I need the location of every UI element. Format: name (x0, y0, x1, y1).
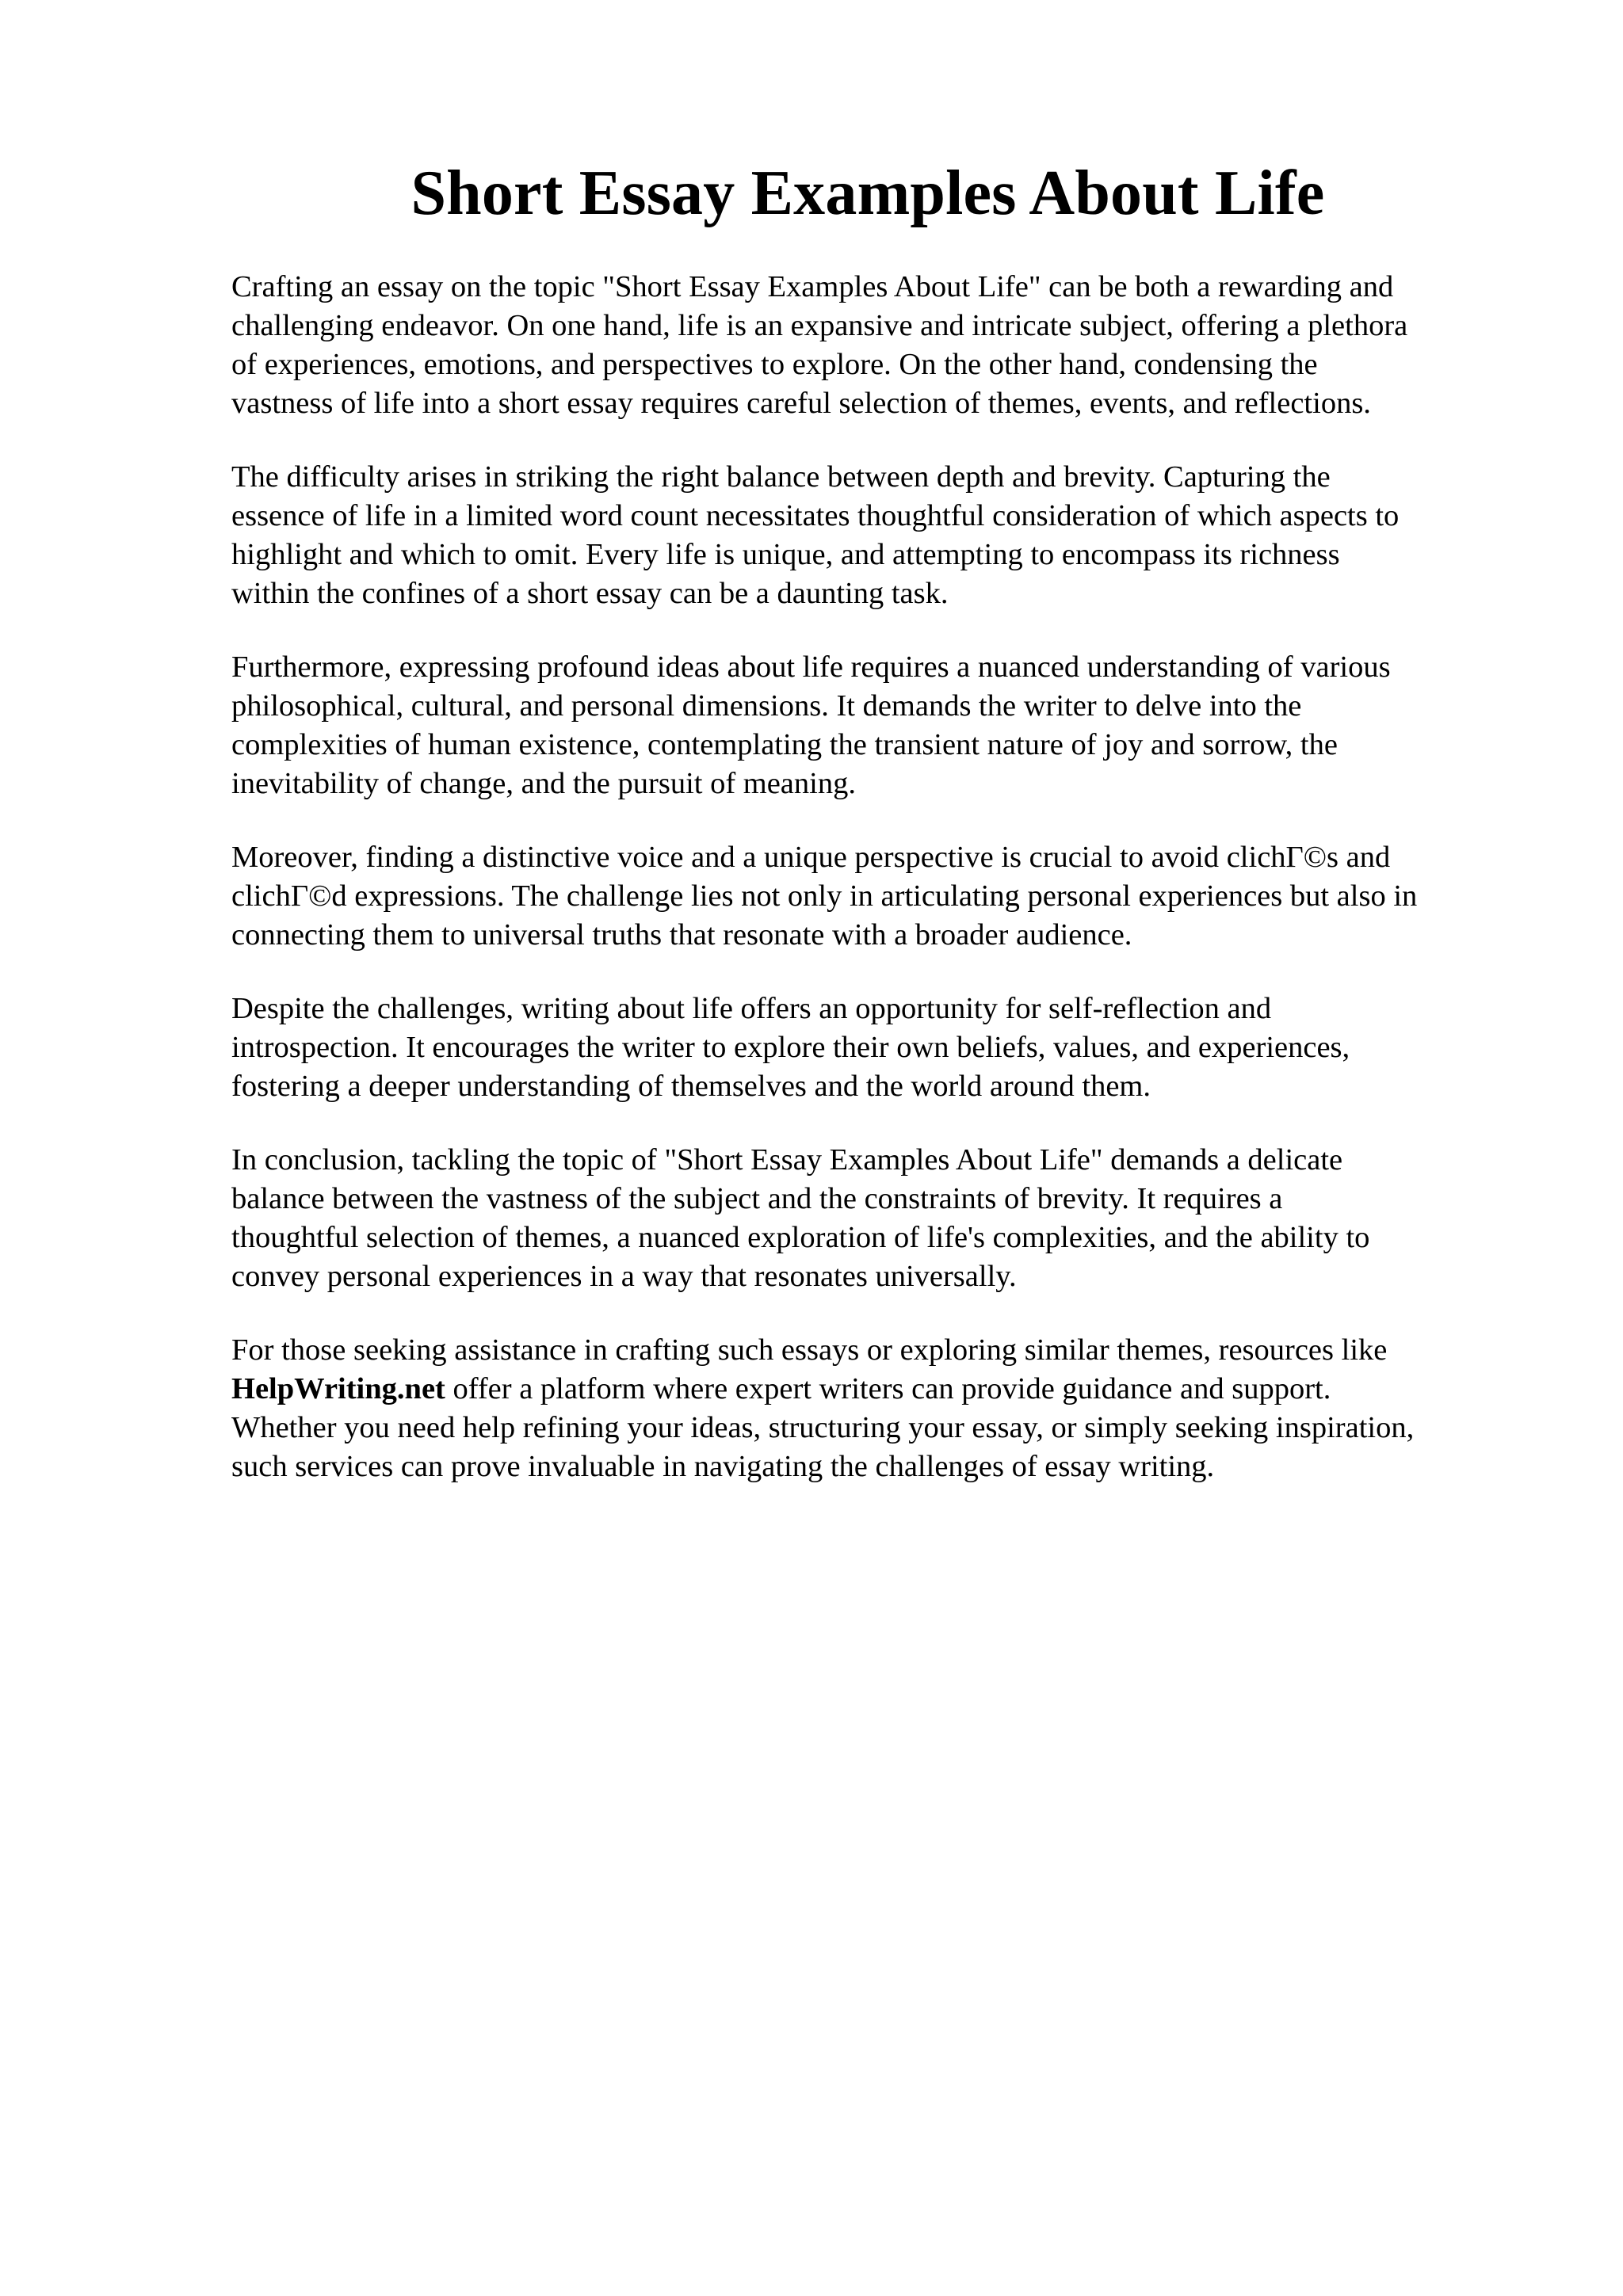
text-line: essence of life in a limited word count necessitates thoughtful consideration of which aspects to (231, 499, 1400, 532)
text-line: highlight and which to omit. Every life is unique, and attempting to encompass its richness (231, 538, 1340, 571)
paragraph-moreover (231, 838, 1515, 955)
text-line: Despite the challenges, writing about life offers an opportunity for self-reflection and (231, 992, 1272, 1025)
text-line: fostering a deeper understanding of themselves and the world around them. (231, 1070, 1151, 1103)
text-line: of experiences, emotions, and perspectives to explore. On the other hand, condensing the (231, 348, 1318, 381)
paragraph-despite (231, 990, 1515, 1106)
text-line: challenging endeavor. On one hand, life is an expansive and intricate subject, offering a plethora (231, 309, 1408, 342)
text-line: inevitability of change, and the pursuit of meaning. (231, 767, 856, 800)
paragraph-difficulty (231, 458, 1515, 613)
text-line: within the confines of a short essay can be a daunting task. (231, 577, 949, 610)
text-line: Crafting an essay on the topic "Short Essay Examples About Life" can be both a rewarding and (231, 270, 1394, 303)
text-line: complexities of human existence, contemplating the transient nature of joy and sorrow, the (231, 728, 1338, 761)
text-line: balance between the vastness of the subject and the constraints of brevity. It requires a (231, 1182, 1283, 1215)
text-line: Whether you need help refining your ideas, structuring your essay, or simply seeking inspiration, (231, 1411, 1415, 1444)
text-segment: offer a platform where expert writers can provide guidance and support. (445, 1372, 1331, 1405)
text-line: introspection. It encourages the writer to explore their own beliefs, values, and experiences, (231, 1031, 1350, 1064)
paragraph-intro (231, 268, 1515, 423)
text-line: For those seeking assistance in crafting such essays or exploring similar themes, resources like (231, 1333, 1388, 1367)
paragraph-conclusion (231, 1141, 1515, 1296)
paragraph-closing (231, 1331, 1515, 1486)
text-line: Furthermore, expressing profound ideas about life requires a nuanced understanding of various (231, 650, 1391, 684)
page-title: Short Essay Examples About Life (411, 158, 1325, 228)
text-line: connecting them to universal truths that resonate with a broader audience. (231, 918, 1132, 952)
brand-name: HelpWriting.net (231, 1372, 445, 1405)
text-line: In conclusion, tackling the topic of "Short Essay Examples About Life" demands a delicate (231, 1143, 1343, 1177)
text-line: convey personal experiences in a way that resonates universally. (231, 1260, 1017, 1293)
text-line (231, 1370, 1515, 1409)
text-line: philosophical, cultural, and personal dimensions. It demands the writer to delve into the (231, 689, 1302, 723)
text-line: thoughtful selection of themes, a nuanced exploration of life's complexities, and the ability to (231, 1221, 1370, 1254)
paragraph-furthermore (231, 648, 1515, 803)
essay-body (231, 268, 1515, 1521)
text-line: such services can prove invaluable in navigating the challenges of essay writing. (231, 1450, 1215, 1483)
text-line: clichΓ©d expressions. The challenge lies not only in articulating personal experiences but also in (231, 879, 1418, 913)
text-line: Moreover, finding a distinctive voice and a unique perspective is crucial to avoid clichΓ©s and (231, 841, 1391, 874)
text-line: vastness of life into a short essay requires careful selection of themes, events, and reflections. (231, 387, 1371, 420)
text-line: The difficulty arises in striking the right balance between depth and brevity. Capturing the (231, 460, 1331, 494)
